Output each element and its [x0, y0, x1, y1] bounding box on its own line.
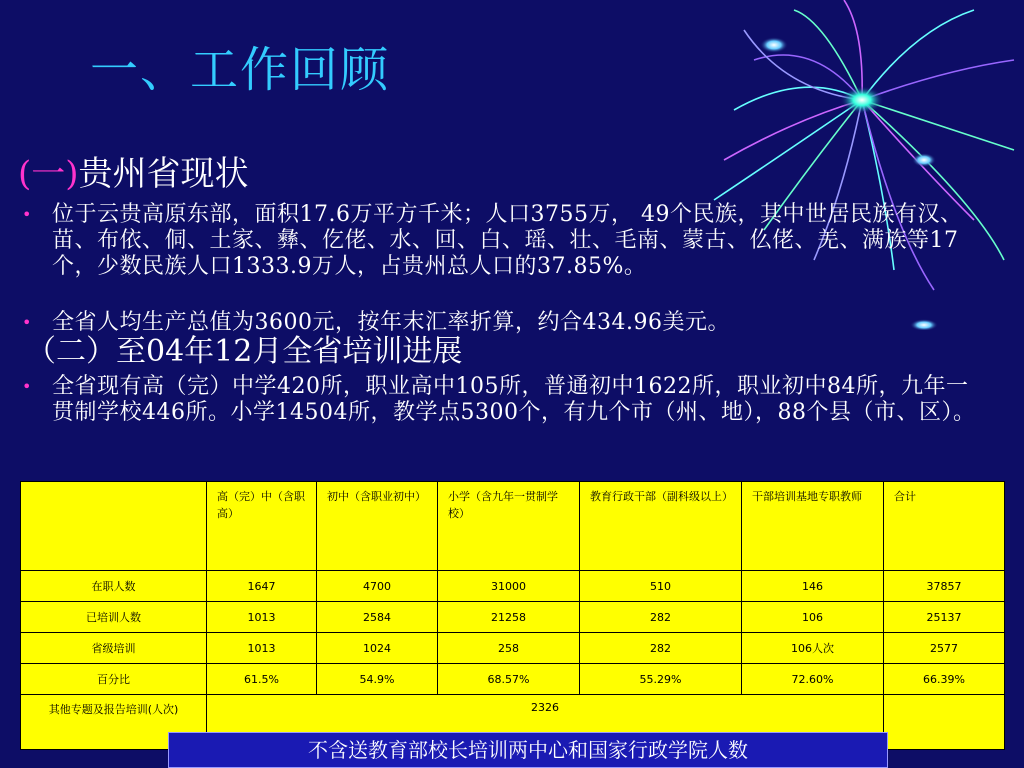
table-cell: 2326: [207, 695, 884, 750]
table-cell: 106人次: [742, 633, 884, 664]
section-title-1: 贵州省现状: [78, 154, 249, 194]
bullet-item: [22, 310, 982, 336]
table-cell: 1647: [207, 571, 317, 602]
table-row-label: 省级培训: [21, 633, 207, 664]
table-row-label: 已培训人数: [21, 602, 207, 633]
table-header-cell: 教育行政干部（副科级以上）: [580, 482, 742, 571]
section-heading-2: [26, 334, 462, 370]
table-row-label: 在职人数: [21, 571, 207, 602]
table-header-cell: 干部培训基地专职教师: [742, 482, 884, 571]
bullet-text: 位于云贵高原东部，面积17.6万平方千米；人口3755万， 49个民族，其中世居民族有汉、苗、布依、侗、土家、彝、仡佬、水、回、白、瑶、壮、毛南、蒙古、仫佬、羌、满族等17个，少数民族人口1333.9万人，占贵州总人口的37.85%。: [52, 202, 963, 279]
table-header-cell: 高（完）中（含职高）: [207, 482, 317, 571]
table-cell: 1013: [207, 602, 317, 633]
table-cell: 1024: [317, 633, 438, 664]
table-cell: 37857: [884, 571, 1005, 602]
table-cell: 2577: [884, 633, 1005, 664]
table-cell: 25137: [884, 602, 1005, 633]
table-cell: 282: [580, 602, 742, 633]
table-cell: 2584: [317, 602, 438, 633]
bullet-text: 全省人均生产总值为3600元，按年末汇率折算，约合434.96美元。: [52, 310, 730, 335]
table-row: [21, 664, 1005, 695]
table-cell: 4700: [317, 571, 438, 602]
table-row: [21, 571, 1005, 602]
table-cell: 1013: [207, 633, 317, 664]
bullet-icon: •: [22, 205, 32, 224]
table-header-cell: 合计: [884, 482, 1005, 571]
bullet-text: 全省现有高（完）中学420所，职业高中105所，普通初中1622所，职业初中84所，九年一贯制学校446所。小学14504所，教学点5300个，有九个市（州、地），88个县（市、区）。: [52, 374, 976, 425]
bullet-item: [22, 374, 982, 426]
table-cell: 31000: [438, 571, 580, 602]
table-header-row: [21, 482, 1005, 571]
table-cell: 282: [580, 633, 742, 664]
table-cell: 55.29%: [580, 664, 742, 695]
table-cell: 68.57%: [438, 664, 580, 695]
table-row-label: 其他专题及报告培训(人次): [21, 695, 207, 750]
table-cell: 72.60%: [742, 664, 884, 695]
table-cell: 61.5%: [207, 664, 317, 695]
table-row-label: 百分比: [21, 664, 207, 695]
section-number-1: (一): [18, 154, 79, 194]
bullet-item: [22, 202, 982, 280]
bullet-icon: •: [22, 377, 32, 396]
table-cell: 258: [438, 633, 580, 664]
table-cell: 106: [742, 602, 884, 633]
table-cell: 146: [742, 571, 884, 602]
table-header-cell: 初中（含职业初中）: [317, 482, 438, 571]
table-row: [21, 633, 1005, 664]
slide-title: 一、工作回顾: [90, 42, 391, 98]
section-heading-1: [18, 154, 249, 194]
footnote-box: 不含送教育部校长培训两中心和国家行政学院人数: [168, 732, 888, 768]
firework-burst-icon: [694, 0, 1024, 330]
table-header-cell: 小学（含九年一贯制学校）: [438, 482, 580, 571]
table-cell: 510: [580, 571, 742, 602]
table-cell: 54.9%: [317, 664, 438, 695]
table-header-cell: [21, 482, 207, 571]
table-cell: 21258: [438, 602, 580, 633]
training-stats-table: [20, 481, 1005, 750]
table-cell: 66.39%: [884, 664, 1005, 695]
section-title-2: （二）至04年12月全省培训进展: [26, 334, 463, 369]
bullet-icon: •: [22, 313, 32, 332]
table-row: [21, 602, 1005, 633]
table-cell: [884, 695, 1005, 750]
